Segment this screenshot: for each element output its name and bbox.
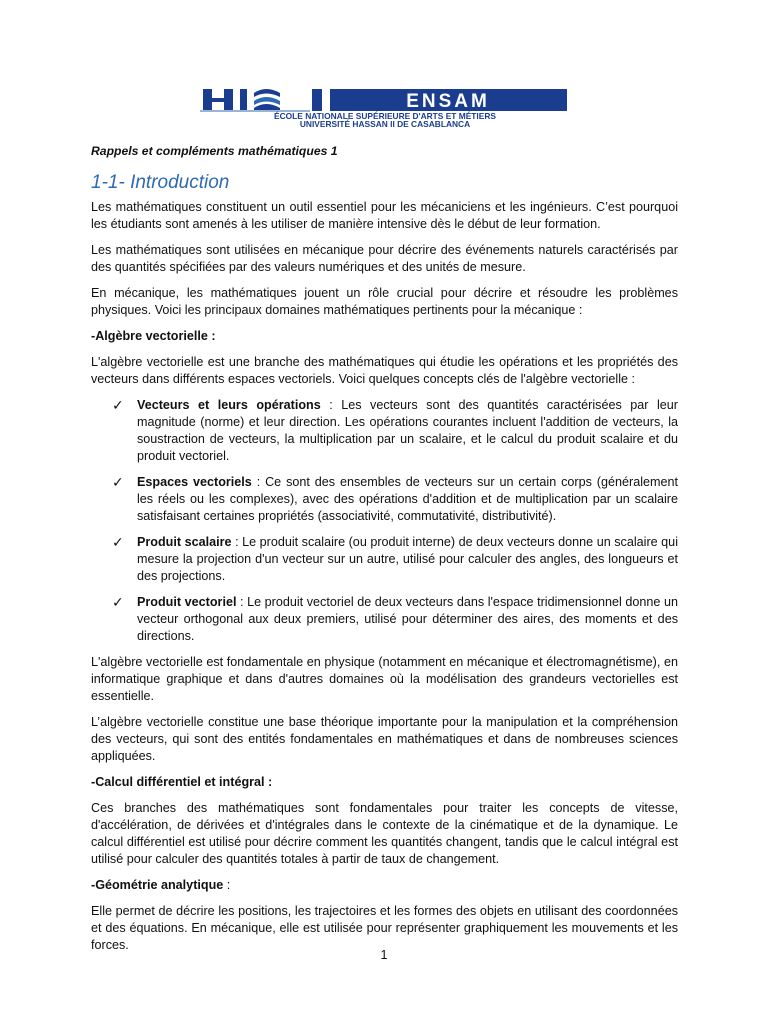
list-item: ✓ Espaces vectoriels : Ce sont des ensembles de vecteurs sur un certain corps (généralement les réels ou les complexes), avec des opérations d'addition et de multiplication par un scalaire satisfaisant certaines propriétés (associativité, commutativité, distributivité).	[112, 474, 678, 523]
checkmark-icon: ✓	[112, 534, 124, 550]
concept-list	[91, 397, 678, 645]
intro-paragraph: En mécanique, les mathématiques jouent un rôle crucial pour décrire et résoudre les problèmes physiques. Voici les principaux domaines mathématiques pertinents pour la mécanique :	[91, 286, 678, 317]
logo-university-line: UNIVERSITÉ HASSAN II DE CASABLANCA	[299, 119, 471, 128]
algebra-heading: -Algèbre vectorielle :	[91, 329, 216, 343]
algebra-closing: L’algèbre vectorielle constitue une base théorique importante pour la manipulation et la compréhension des vecteurs, qui sont des entités fondamentales en mathématiques et dans de nombreuses sciences appliquées.	[91, 715, 678, 763]
ensam-logo	[200, 86, 570, 128]
algebra-closing: L'algèbre vectorielle est fondamentale en physique (notamment en mécanique et électromagnétisme), en informatique graphique et dans d'autres domaines où la modélisation des grandeurs vectorielles est essentielle.	[91, 655, 678, 703]
checkmark-icon: ✓	[112, 594, 124, 610]
intro-paragraph: Les mathématiques sont utilisées en mécanique pour décrire des événements naturels caractérisés par des quantités spécifiées par des valeurs numériques et des unités de mesure.	[91, 243, 678, 274]
list-item: ✓ Produit scalaire : Le produit scalaire (ou produit interne) de deux vecteurs donne un scalaire qui mesure la projection d'un vecteur sur un autre, utilisé pour calculer des angles, des longueurs et des projections.	[112, 534, 678, 583]
document-body	[91, 143, 678, 963]
logo-school-line: ÉCOLE NATIONALE SUPÉRIEURE D'ARTS ET MÉTIERS	[274, 111, 496, 121]
page-number: 1	[380, 948, 388, 962]
checkmark-icon: ✓	[112, 397, 124, 413]
calculus-paragraph: Ces branches des mathématiques sont fondamentales pour traiter les concepts de vitesse, d'accélération, de dérivées et d'intégrales dans le contexte de la cinématique et de la dynamique. Le calcul différentiel est utilisé pour décrire comment les quantités changent, tandis que le calcul intégral est utilisé pour calculer des quantités totales à partir de taux de changement.	[91, 801, 678, 866]
section-heading: 1-1- Introduction	[91, 172, 230, 193]
geometry-paragraph: Elle permet de décrire les positions, les trajectoires et les formes des objets en utilisant des coordonnées et des équations. En mécanique, elle est utilisée pour représenter graphiquement les mouvements et les forces.	[91, 904, 678, 952]
logo-separator-bar	[312, 89, 322, 111]
university-emblem-icon	[200, 89, 310, 112]
list-item: ✓ Produit vectoriel : Le produit vectoriel de deux vecteurs dans l'espace tridimensionnel donne un vecteur orthogonal aux deux premiers, utilisé pour déterminer des aires, des moments et des directions.	[112, 594, 678, 643]
course-title: Rappels et compléments mathématiques 1	[91, 144, 338, 158]
list-item: ✓ Vecteurs et leurs opérations : Les vecteurs sont des quantités caractérisées par leur magnitude (norme) et leur direction. Les opérations courantes incluent l'addition de vecteurs, la soustraction de vecteurs, la multiplication par un scalaire, et le calcul du produit scalaire et du produit vectoriel.	[112, 397, 678, 463]
ensam-logo-graphic	[200, 86, 570, 128]
algebra-intro: L'algèbre vectorielle est une branche des mathématiques qui étudie les opérations et les propriétés des vecteurs dans différents espaces vectoriels. Voici quelques concepts clés de l'algèbre vectorielle :	[91, 355, 678, 386]
checkmark-icon: ✓	[112, 474, 124, 490]
geometry-heading: -Géométrie analytique :	[91, 878, 231, 892]
calculus-heading: -Calcul différentiel et intégral :	[91, 775, 273, 789]
intro-paragraph: Les mathématiques constituent un outil essentiel pour les mécaniciens et les ingénieurs. C’est pourquoi les étudiants sont amenés à les utiliser de manière intensive dès le début de leur formation.	[91, 200, 678, 231]
logo-name-text: ENSAM	[406, 91, 490, 112]
